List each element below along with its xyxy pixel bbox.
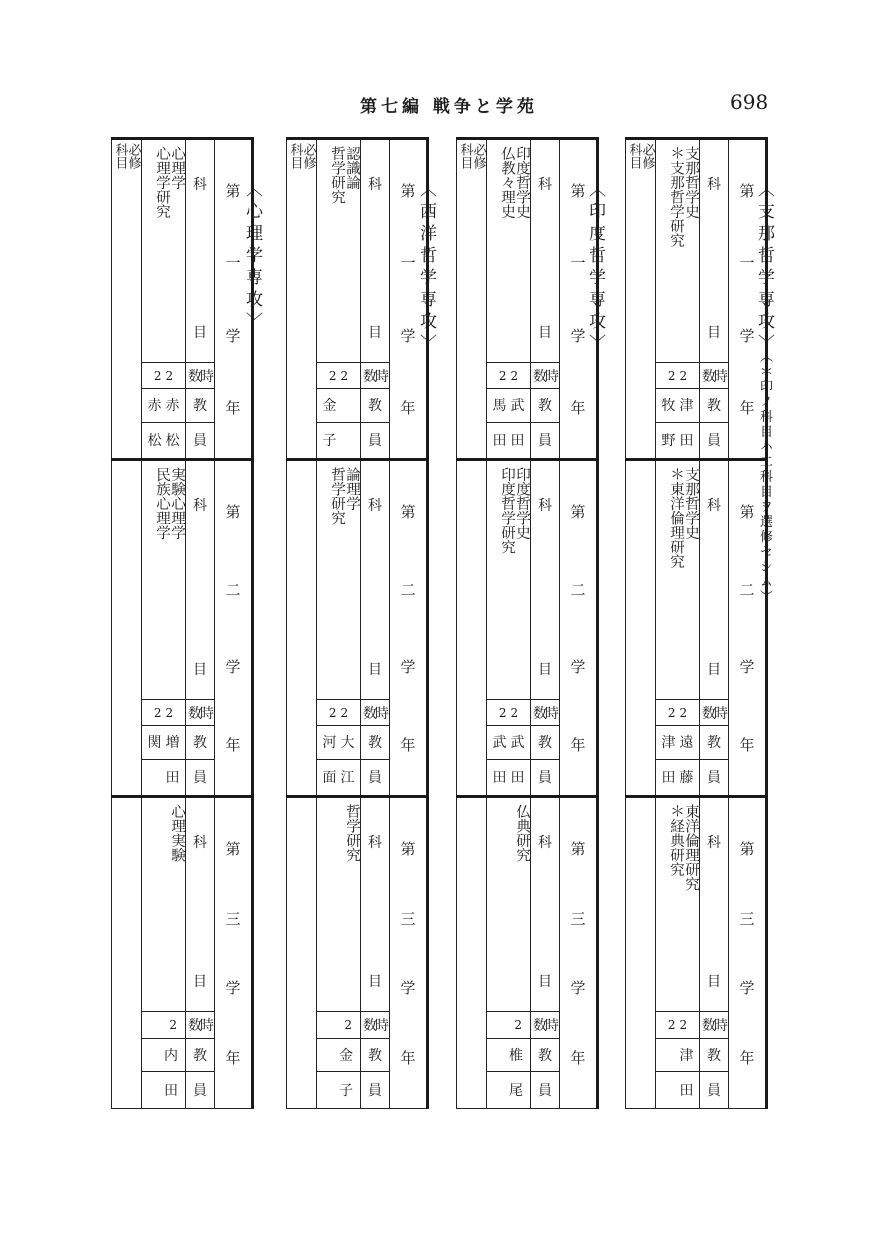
teacher-header-top: 教 [531,1038,560,1071]
subject-name: 民族心理学 [154,467,170,540]
teacher-name: 内 [164,1047,178,1064]
teacher-header-bottom: 員 [361,1071,390,1108]
teacher-header-top: 教 [186,726,215,759]
year-label-char: 二 [400,580,416,599]
subject-header-bottom: 目 [193,325,207,342]
year-label [560,797,598,1109]
teacher-names-row2 [317,422,361,459]
teacher-names-row2 [656,422,700,459]
teacher-name: 武 [510,735,525,752]
year-label-char: 学 [400,979,416,998]
year-label-char: 第 [570,182,586,200]
subject-header [186,460,215,700]
hours-header-text: 数時 [188,705,212,722]
subject-header [700,460,729,700]
hours-header-text: 数時 [188,368,212,385]
subject-header-top: 科 [368,177,382,193]
subject-name: 支那哲学史 [683,467,699,540]
hours-values [487,1012,531,1038]
hours-value: 2 [165,705,174,720]
section-caption: 〈心理学専攻〉 [242,180,262,334]
year-label-char: 第 [570,840,586,858]
subject-name: 心理実験 [169,804,185,862]
hours-header [700,700,729,726]
hours-value: 2 [667,368,676,383]
subject-name: 哲学研究 [329,146,345,204]
teacher-header-bottom: 員 [186,422,215,459]
year-label-char: 第 [225,840,241,858]
subject-name: 印度哲学史 [514,467,530,540]
year-label-char: 年 [225,1048,241,1067]
subject-header-top: 科 [368,835,382,851]
hours-header [186,363,215,389]
year-label-char: 学 [570,658,586,677]
subject-header [531,139,560,363]
teacher-names-row2 [317,1071,361,1108]
hours-value: 2 [340,368,349,383]
teacher-name [341,430,355,450]
teacher-names-row1 [656,389,700,422]
teacher-names-row1 [487,726,531,759]
teacher-header-top: 教 [700,1038,729,1071]
teacher-name: 江 [340,770,355,787]
year-label [215,460,253,797]
subject-list [656,797,700,1012]
teacher-name: 赤 [165,398,180,415]
teacher-header-top: 教 [186,1038,215,1071]
subject-name: ＊支那哲学研究 [668,146,684,248]
year-label-char: 第 [570,503,586,521]
teacher-name: 河 [322,735,337,752]
teacher-names-row1 [317,726,361,759]
year-label-char: 学 [570,326,586,345]
subject-header-top: 科 [368,498,382,514]
required-subjects-label: 必修 科目 [287,143,316,169]
hours-values [142,700,186,726]
teacher-names-row2 [487,422,531,459]
teacher-name: 増 [165,735,180,752]
hours-header [361,1012,390,1038]
teacher-name: 赤 [147,398,162,415]
section-caption: 〈支那哲学専攻〉 [754,180,774,356]
subject-header-top: 科 [707,177,721,193]
hours-header [700,363,729,389]
teacher-names-row2 [317,759,361,796]
subject-name: ＊経典研究 [668,804,684,877]
schedule-table [111,137,254,1109]
teacher-names-row1 [142,726,186,759]
year-label-char: 第 [400,182,416,200]
teacher-name: 田 [679,433,694,450]
section-caption: 〈西洋哲学専攻〉 [416,180,436,356]
hours-values [487,363,531,389]
hours-values [656,363,700,389]
hours-header-text: 数時 [363,705,387,722]
teacher-names-row1 [487,1038,531,1071]
year-label-char: 年 [400,1048,416,1067]
year-label-char: 年 [739,735,755,754]
teacher-name: 田 [164,1082,178,1099]
year-label [215,139,253,460]
hours-header [186,1012,215,1038]
subject-header [531,797,560,1012]
year-label-char: 学 [570,979,586,998]
subject-header-bottom: 目 [368,325,382,342]
hours-value: 2 [679,705,688,720]
year-label-char: 年 [570,735,586,754]
subject-list [317,139,361,363]
subject-name: 心理学研究 [154,146,170,219]
hours-value: 2 [679,1017,688,1032]
required-subjects-label: 必修 科目 [626,143,655,169]
subject-header [531,460,560,700]
subject-name: 実験心理学 [169,467,185,540]
teacher-names-row2 [142,1071,186,1108]
year-label-char: 学 [739,326,755,345]
year-label-char: 一 [739,254,755,273]
teacher-names-row2 [142,422,186,459]
subject-header-bottom: 目 [538,325,552,342]
subject-header-bottom: 目 [368,974,382,991]
hours-value: 2 [153,368,162,383]
hours-value: 2 [498,705,507,720]
year-label-char: 第 [739,182,755,200]
teacher-name: 田 [492,770,507,787]
teacher-name: 面 [322,770,337,787]
teacher-header-bottom: 員 [361,759,390,796]
hours-header-text: 数時 [533,705,557,722]
subject-header-top: 科 [193,498,207,514]
subject-name: 哲学研究 [329,467,345,525]
year-label-char: 学 [400,326,416,345]
subject-list [656,460,700,700]
subject-name: 支那哲学史 [683,146,699,219]
teacher-name: 野 [661,433,676,450]
subject-header-bottom: 目 [193,974,207,991]
teacher-header-top: 教 [700,389,729,422]
year-label-char: 年 [400,398,416,417]
year-label [560,139,598,460]
hours-value: 2 [340,705,349,720]
year-label [560,460,598,797]
subject-header-top: 科 [538,177,552,193]
teacher-header-bottom: 員 [361,422,390,459]
subject-list [317,797,361,1012]
teacher-header-bottom: 員 [531,422,560,459]
hours-header-text: 数時 [702,1017,726,1034]
year-label-char: 年 [400,735,416,754]
hours-header [361,700,390,726]
schedule-table [625,137,768,1109]
hours-header-text: 数時 [702,705,726,722]
hours-value: 2 [667,705,676,720]
teacher-name: 津 [661,735,676,752]
teacher-name: 田 [510,770,525,787]
teacher-name [662,1045,676,1065]
year-label-char: 第 [400,840,416,858]
subject-list [142,797,186,1012]
page-number: 698 [730,90,769,114]
subject-header-top: 科 [193,835,207,851]
hours-values [142,363,186,389]
teacher-header-top: 教 [361,389,390,422]
subject-header [361,460,390,700]
teacher-names-row1 [317,1038,361,1071]
year-label [729,139,767,460]
teacher-name: 子 [339,1082,353,1099]
teacher-names-row2 [656,759,700,796]
year-label-char: 第 [739,840,755,858]
teacher-name: 田 [679,1082,694,1099]
teacher-names-row1 [142,1038,186,1071]
teacher-names-row1 [487,389,531,422]
hours-header [361,363,390,389]
subject-name: 哲学研究 [344,804,360,862]
year-label-char: 年 [225,398,241,417]
teacher-name: 馬 [492,398,507,415]
hours-value: 2 [153,705,162,720]
teacher-name: 田 [492,433,507,450]
teacher-header-bottom: 員 [700,422,729,459]
hours-value: 2 [510,705,519,720]
subject-header-top: 科 [193,177,207,193]
teacher-header-bottom: 員 [531,1071,560,1108]
teacher-name: 田 [510,433,525,450]
hours-header-text: 数時 [702,368,726,385]
year-label-char: 第 [400,503,416,521]
subject-header-top: 科 [707,835,721,851]
teacher-name: 尾 [509,1082,523,1099]
year-label-char: 第 [739,503,755,521]
subject-list [142,460,186,700]
teacher-names-row1 [317,389,361,422]
year-label-char: 年 [739,398,755,417]
teacher-names-row1 [656,726,700,759]
subject-header-bottom: 目 [707,974,721,991]
subject-header-bottom: 目 [538,974,552,991]
subject-name: 東洋倫理研究 [683,804,699,891]
subject-header-bottom: 目 [193,662,207,679]
year-label-char: 二 [739,580,755,599]
subject-header-bottom: 目 [707,662,721,679]
teacher-name: 武 [492,735,507,752]
hours-values [656,700,700,726]
teacher-name: 松 [147,433,162,450]
subject-list [487,797,531,1012]
subject-header [361,139,390,363]
hours-header-text: 数時 [533,1017,557,1034]
hours-value: 2 [514,1017,522,1032]
subject-name: 仏教々理史 [499,146,515,219]
teacher-name: 牧 [661,398,676,415]
hours-values [317,700,361,726]
teacher-names-row2 [142,759,186,796]
teacher-header-top: 教 [531,389,560,422]
required-subjects-label: 必修 科目 [457,143,486,169]
subject-header-top: 科 [707,498,721,514]
teacher-header-bottom: 員 [531,759,560,796]
teacher-header-top: 教 [531,726,560,759]
year-label-char: 年 [225,735,241,754]
subject-header-bottom: 目 [538,662,552,679]
teacher-header-top: 教 [186,389,215,422]
subject-header [700,797,729,1012]
hours-values [142,1012,186,1038]
year-label-char: 第 [225,503,241,521]
subject-list [656,139,700,363]
subject-name: 心理学 [169,146,185,190]
subject-header-bottom: 目 [707,325,721,342]
teacher-name: 武 [510,398,525,415]
teacher-header-top: 教 [361,1038,390,1071]
schedule-table [286,137,429,1109]
teacher-name: 遠 [679,735,694,752]
hours-header [531,363,560,389]
subject-header-bottom: 目 [368,662,382,679]
year-label [390,797,428,1109]
teacher-names-row2 [656,1071,700,1108]
subject-name: 認識論 [344,146,360,190]
year-label-char: 三 [400,909,416,928]
year-label-char: 年 [570,398,586,417]
teacher-names-row2 [487,1071,531,1108]
teacher-name: 田 [661,770,676,787]
year-label-char: 三 [739,909,755,928]
subject-name: ＊東洋倫理研究 [668,467,684,569]
year-label-char: 学 [225,979,241,998]
subject-header [700,139,729,363]
teacher-header-bottom: 員 [700,759,729,796]
hours-values [487,700,531,726]
subject-header [186,139,215,363]
teacher-header-bottom: 員 [186,759,215,796]
hours-header-text: 数時 [188,1017,212,1034]
year-label-char: 学 [225,658,241,677]
teacher-name: 津 [679,398,694,415]
year-label [215,797,253,1109]
teacher-name: 子 [322,433,337,450]
year-label-char: 二 [570,580,586,599]
hours-value: 2 [498,368,507,383]
subject-name: 印度哲学研究 [499,467,515,554]
hours-value: 2 [667,1017,676,1032]
year-label-char: 第 [225,182,241,200]
year-label [729,797,767,1109]
teacher-names-row2 [487,759,531,796]
year-label-char: 一 [225,254,241,273]
teacher-name: 津 [679,1047,694,1064]
section-caption: 〈印度哲学専攻〉 [585,180,605,356]
teacher-header-top: 教 [361,726,390,759]
year-label-char: 学 [400,658,416,677]
subject-name: 印度哲学史 [514,146,530,219]
hours-values [317,363,361,389]
subject-header [186,797,215,1012]
subject-list [317,460,361,700]
year-label-char: 二 [225,580,241,599]
year-label-char: 学 [739,658,755,677]
year-label [390,460,428,797]
subject-list [487,460,531,700]
teacher-header-bottom: 員 [186,1071,215,1108]
hours-header-text: 数時 [363,1017,387,1034]
hours-header-text: 数時 [533,368,557,385]
year-label-char: 学 [225,326,241,345]
hours-value: 2 [510,368,519,383]
teacher-header-top: 教 [700,726,729,759]
subject-name: 仏典研究 [514,804,530,862]
teacher-names-row1 [142,389,186,422]
hours-header-text: 数時 [363,368,387,385]
hours-value: 2 [679,368,688,383]
year-label [729,460,767,797]
hours-value: 2 [165,368,174,383]
year-label-char: 年 [570,1048,586,1067]
teacher-header-bottom: 員 [700,1071,729,1108]
year-label-char: 三 [225,909,241,928]
hours-header [700,1012,729,1038]
hours-value: 2 [328,368,337,383]
subject-list [487,139,531,363]
teacher-name: 松 [165,433,180,450]
year-label-char: 学 [739,979,755,998]
hours-value: 2 [328,705,337,720]
subject-list [142,139,186,363]
year-label-char: 一 [570,254,586,273]
year-label-char: 三 [570,909,586,928]
hours-values [317,1012,361,1038]
teacher-name: 金 [339,1047,353,1064]
schedule-table [456,137,599,1109]
hours-header [186,700,215,726]
subject-header-top: 科 [538,835,552,851]
teacher-name: 関 [147,735,162,752]
subject-name: 論理学 [344,467,360,511]
teacher-name [148,767,162,787]
year-label-char: 一 [400,254,416,273]
subject-header [361,797,390,1012]
subject-header-top: 科 [538,498,552,514]
hours-header [531,1012,560,1038]
required-subjects-label: 必修 科目 [112,143,141,169]
hours-value: 2 [169,1017,177,1032]
year-label-char: 年 [739,1048,755,1067]
section-note: （＊印ノ科目ハ二科目ヲ選修セシム） [757,356,772,605]
teacher-name: 金 [322,398,337,415]
teacher-names-row1 [656,1038,700,1071]
teacher-name [662,1080,676,1100]
teacher-name: 椎 [509,1047,523,1064]
teacher-name: 藤 [679,770,694,787]
teacher-name [341,395,355,415]
running-head: 第七編 戦争と学苑 [360,97,538,117]
hours-value: 2 [344,1017,352,1032]
year-label [390,139,428,460]
hours-header [531,700,560,726]
teacher-name: 大 [340,735,355,752]
teacher-name: 田 [165,770,180,787]
hours-values [656,1012,700,1038]
